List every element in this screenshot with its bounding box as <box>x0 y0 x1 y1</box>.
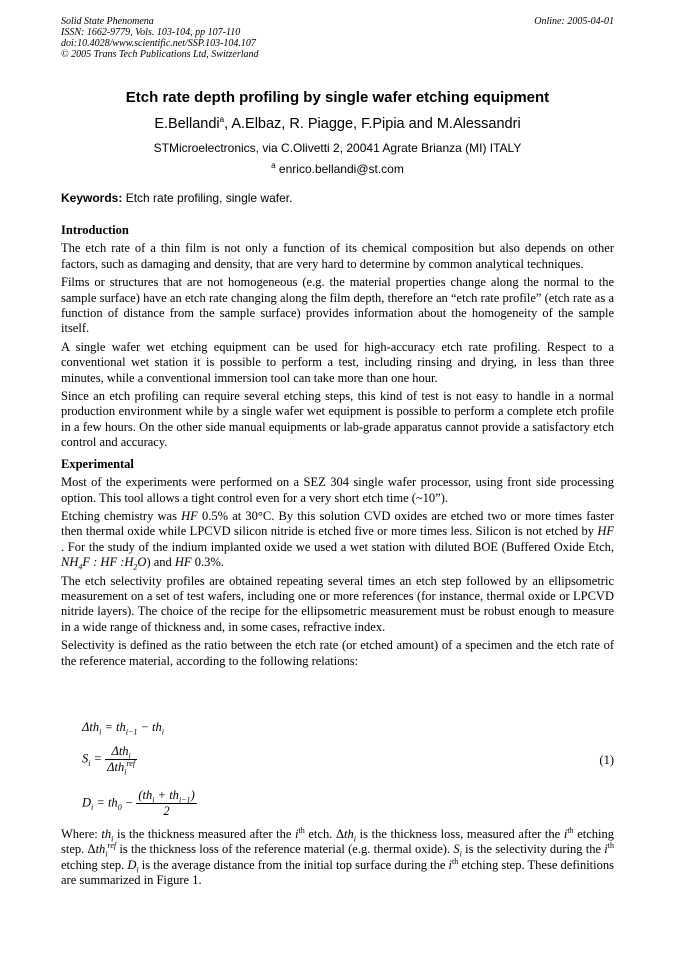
text-run: 0.5% at 30°C. By this solution CVD oxides are etched two or more times faster then thermal oxide while LPCVD silicon nitride is etched five or more times less. Silicon is not etched by <box>61 508 614 539</box>
ordinal-sup: th <box>298 825 305 835</box>
math-i: i <box>604 842 608 857</box>
text-run: etching step. <box>61 857 128 872</box>
text-run: etching step. These definitions are summarized in Figure 1. <box>61 857 614 888</box>
definitions-paragraph <box>61 827 614 892</box>
equation-selectivity: $S_i$ = $\frac{\Delta th_i}{\Delta th_i^{ref}}$ <box>82 744 136 777</box>
text-run: is the selectivity during the <box>461 842 605 857</box>
other-authors: , A.Elbaz, R. Piagge, F.Pipia and M.Alessandri <box>224 116 521 132</box>
math-s: S <box>453 842 460 857</box>
text-run: 0.3%. <box>191 555 224 570</box>
math-sub: i <box>111 834 114 844</box>
text-run: is the thickness measured after the <box>113 827 296 841</box>
equation-number: (1) <box>599 753 614 767</box>
text-run: etching step. Δ <box>61 827 614 857</box>
paper-authors <box>61 116 614 132</box>
paper-title: Etch rate depth profiling by single wafer etching equipment <box>125 89 550 106</box>
math-sub: 4 <box>78 562 83 572</box>
intro-paragraph: The etch rate of a thin film is not only a function of its chemical composition but also depends on other factors, such as damaging and density, that are very hard to determine by common analytical techniques. <box>61 241 614 271</box>
equation-distance: $D_i = th_0$ − $\frac{(th_i + th_{i-1})}{2}$ <box>82 788 195 818</box>
email-address: enrico.bellandi@st.com <box>275 162 404 176</box>
author-affil-mark: a <box>219 115 225 125</box>
math-sub: i <box>459 849 462 859</box>
math-sub: i <box>136 865 139 875</box>
math-hf: HF <box>597 524 614 539</box>
journal-info <box>61 16 259 60</box>
math-sub: i <box>105 849 108 859</box>
math-hf: HF <box>181 508 198 523</box>
ordinal-sup: th <box>607 841 614 851</box>
text-run: is the thickness loss, measured after the <box>355 827 564 841</box>
math-th: th <box>101 827 112 841</box>
text-run: is the thickness loss of the reference material (e.g. thermal oxide). <box>116 842 454 857</box>
math-sub: 2 <box>133 562 138 572</box>
journal-doi: doi:10.4028/www.scientific.net/SSP.103-104.107 <box>61 38 256 49</box>
ordinal-sup: th <box>452 856 459 866</box>
text-run: is the average distance from the initial top surface during the <box>138 857 449 872</box>
math-i: i <box>295 827 299 841</box>
text-run: Etching chemistry was <box>61 508 182 523</box>
journal-issn: ISSN: 1662-9779, Vols. 103-104, pp 107-110 <box>61 27 241 38</box>
experimental-paragraph: The etch selectivity profiles are obtained repeating several times an etch step followed by an ellipsometric measurement on a set of test wafers, including one or more references (for instance, thermal oxide or LPCVD nitride layers). The choice of the recipe for the ellipsometric measurement must be robust enough to measure in a wide range of thickness and, in some cases, refractive index. <box>61 573 614 634</box>
text-run: ) and <box>146 555 175 570</box>
math-th: th <box>95 842 106 857</box>
experimental-heading: Experimental <box>61 456 134 471</box>
first-author: E.Bellandi <box>154 116 220 132</box>
math-run: O <box>137 555 147 570</box>
math-i: i <box>448 857 453 872</box>
journal-copyright: © 2005 Trans Tech Publications Ltd, Switzerland <box>61 49 259 60</box>
math-hf: HF <box>174 555 192 570</box>
email-affil-mark: a <box>271 161 276 170</box>
affiliation: STMicroelectronics, via C.Olivetti 2, 20041 Agrate Brianza (MI) ITALY <box>153 141 522 155</box>
math-d: D <box>127 857 137 872</box>
text-run: . For the study of the indium implanted oxide we used a wet station with diluted BOE (Buffered Oxide Etch, <box>61 539 614 554</box>
keywords <box>61 191 292 205</box>
math-run: F : HF :H <box>82 555 134 570</box>
introduction-section <box>61 223 614 672</box>
ordinal-sup: th <box>567 825 574 835</box>
math-i: i <box>563 827 568 841</box>
text-run: etch. Δ <box>304 827 345 841</box>
math-th: th <box>344 827 354 841</box>
online-date: Online: 2005-04-01 <box>534 16 614 27</box>
intro-paragraph: A single wafer wet etching equipment can be used for high-accuracy etch rate profiling. Respect to a conventional wet station it is possible to perform a test, including rinsing and drying, in less than three minutes, while a conventional immersion tool can take more than one hour. <box>61 339 614 385</box>
keywords-label: Keywords: <box>61 191 123 205</box>
journal-name: Solid State Phenomena <box>61 16 154 27</box>
author-email <box>61 162 614 176</box>
introduction-heading: Introduction <box>61 223 129 237</box>
intro-paragraph: Films or structures that are not homogeneous (e.g. the material properties change along the normal to the sample surface) have an etch rate changing along the film depth, therefore an “etch rate profile” (etch rate as a function of distance from the sample surface) provides information about the homogeneity of the sample itself. <box>61 275 614 336</box>
math-sub: i <box>353 834 356 844</box>
keywords-text: Etch rate profiling, single wafer. <box>122 191 293 205</box>
math-run: NH <box>61 555 79 570</box>
math-sup: ref <box>107 841 117 851</box>
equation-delta-th: $\Delta th_i = th_{i-1} - th_i$ <box>82 720 165 737</box>
experimental-paragraph <box>61 509 614 571</box>
where-paragraph <box>61 827 614 889</box>
experimental-paragraph: Selectivity is defined as the ratio between the etch rate (or etched amount) of a specimen and the etch rate of the reference material, according to the following relations: <box>61 638 614 668</box>
math-boe <box>61 555 147 572</box>
experimental-paragraph: Most of the experiments were performed on a SEZ 304 single wafer processor, using front side processing option. This tool allows a tight control even for a very short etch time (~10”). <box>61 475 614 505</box>
text-run: Where: <box>61 827 102 841</box>
intro-paragraph: Since an etch profiling can require several etching steps, this kind of test is not easy to handle in a normal production environment while by a single wafer wet equipment is possible to perform a complete etch profile in a few hours. On the other side manual equipments or lab-grade apparatus cannot provide a satisfactory etch control and accuracy. <box>61 389 614 450</box>
